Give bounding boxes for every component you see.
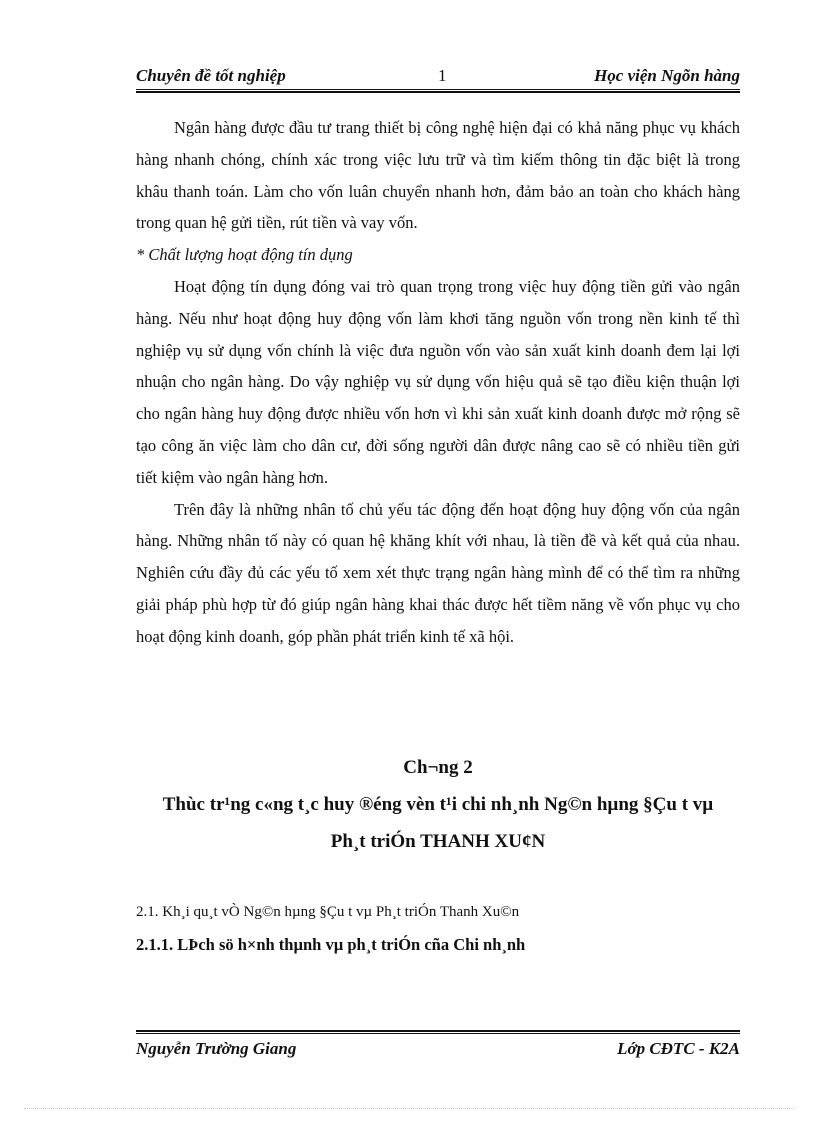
paragraph-credit: Hoạt động tín dụng đóng vai trò quan trọng trong việc huy động tiền gửi vào ngân hàng. Nếu như hoạt động huy động vốn làm khơi tăng nguồn vốn trong nền kinh tế thì nghiệp vụ sử dụng vốn chính là việc đưa nguồn vốn vào sản xuất kinh doanh đem lại lợi nhuận cho ngân hàng. Do vậy nghiệp vụ sử dụng vốn hiệu quả sẽ tạo điều kiện thuận lợi cho ngân hàng huy động được nhiều vốn hơn vì khi sản xuất kinh doanh được mở rộng sẽ tạo công ăn việc làm cho dân cư, đời sống người dân được nâng cao sẽ có nhiều tiền gửi tiết kiệm vào ngân hàng hơn. bbox=[136, 276, 740, 487]
chapter-title-line1: Thùc tr¹ng c«ng t¸c huy ®éng vèn t¹i chi nh¸nh Ng©n hµng §Çu t vµ bbox=[162, 794, 714, 815]
page-footer bbox=[136, 1039, 740, 1063]
subheading-credit-quality: * Chất lượng hoạt động tín dụng bbox=[136, 245, 353, 265]
document-body bbox=[136, 112, 740, 653]
chapter-number: Ch¬ng 2 bbox=[403, 757, 473, 778]
paragraph-summary: Trên đây là những nhân tố chủ yếu tác động đến hoạt động huy động vốn của ngân hàng. Những nhân tố này có quan hệ khăng khít với nhau, là tiền đề và kết quả của nhau. Nghiên cứu đầy đủ các yếu tố xem xét thực trạng ngân hàng mình để có thể tìm ra những giải pháp phù hợp từ đó giúp ngân hàng khai thác được hết tiềm năng về vốn phục vụ cho hoạt động kinh doanh, góp phần phát triển kinh tế xã hội. bbox=[136, 499, 740, 646]
header-divider bbox=[136, 89, 740, 93]
footer-divider bbox=[136, 1030, 740, 1034]
page-header bbox=[136, 62, 740, 90]
section-heading-2-1-1: 2.1.1. LÞch sö h×nh thµnh vµ ph¸t triÓn cña Chi nh¸nh bbox=[136, 935, 526, 954]
header-institution: Học viện Ngõn hàng bbox=[594, 66, 740, 85]
chapter-title-line2: Ph¸t triÓn THANH XU¢N bbox=[330, 831, 546, 852]
paragraph-technology: Ngân hàng được đầu tư trang thiết bị công nghệ hiện đại có khả năng phục vụ khách hàng nhanh chóng, chính xác trong việc lưu trữ và tìm kiếm thông tin đặc biệt là trong khâu thanh toán. Làm cho vốn luân chuyển nhanh hơn, đảm bảo an toàn cho khách hàng trong quan hệ gửi tiền, rút tiền và vay vốn. bbox=[136, 118, 740, 233]
header-doc-type: Chuyên đề tốt nghiệp bbox=[136, 66, 286, 85]
footer-class: Lớp CĐTC - K2A bbox=[617, 1039, 740, 1058]
page-number: 1 bbox=[438, 66, 447, 85]
page-edge-dotted-line bbox=[24, 1108, 794, 1109]
footer-author: Nguyễn Trường Giang bbox=[136, 1039, 297, 1058]
section-heading-2-1: 2.1. Kh¸i qu¸t vÒ Ng©n hµng §Çu t vµ Ph¸t triÓn Thanh Xu©n bbox=[136, 904, 520, 920]
